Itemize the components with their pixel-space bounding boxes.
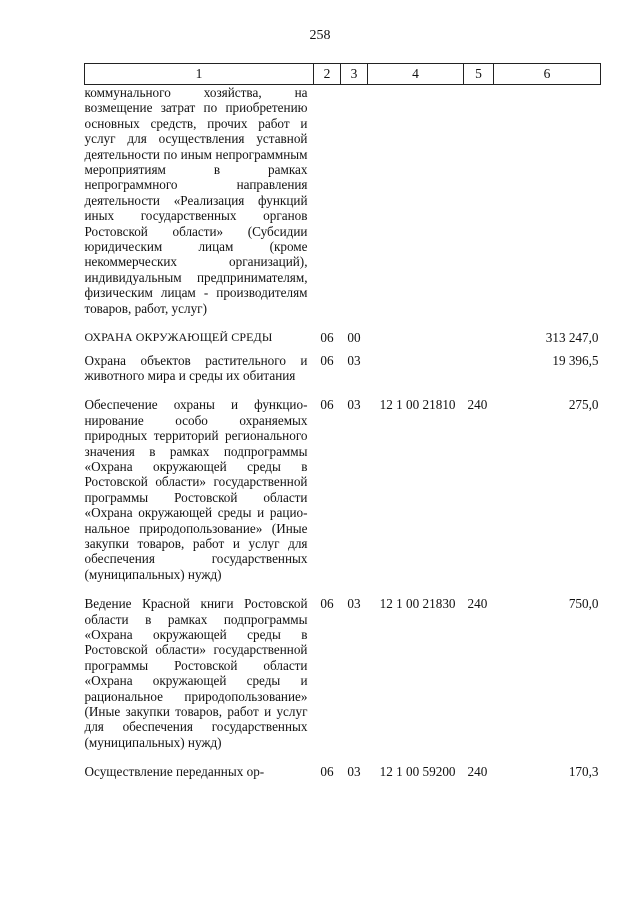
table-row [85, 582, 601, 750]
row-rz: 06 [320, 397, 334, 413]
header-col-6: 6 [494, 64, 601, 85]
row-description: Ведение Красной книги Ростовской области в рамках подпрограммы «Охрана окружающей среды в Ростовской области» государственной программы Ростовской области «Охрана окружающей среды и рациональное природопользование» (Иные закупки товаров, работ и услуг для обеспечения государственных (муниципальных) нужд) [84, 596, 308, 750]
table-row [85, 383, 601, 582]
row-pr: 03 [347, 764, 361, 780]
row-csr [368, 316, 464, 345]
header-col-2: 2 [314, 64, 341, 85]
row-csr: 12 1 00 59200 [379, 764, 456, 780]
table-row [85, 316, 601, 345]
row-pr: 03 [347, 397, 361, 413]
row-csr: 12 1 00 21810 [379, 397, 456, 413]
row-amount: 19 396,5 [552, 352, 599, 368]
page-number: 258 [309, 28, 331, 43]
row-vr: 240 [467, 764, 488, 780]
row-rz: 06 [320, 764, 334, 780]
row-rz [314, 85, 341, 317]
row-pr [341, 85, 368, 317]
row-rz: 06 [320, 330, 334, 346]
table-header-row [85, 64, 601, 85]
header-col-5: 5 [464, 64, 494, 85]
header-col-1: 1 [85, 64, 314, 85]
row-vr: 240 [467, 596, 488, 612]
budget-table [84, 63, 601, 780]
row-pr: 03 [347, 596, 361, 612]
row-description: Обеспечение охраны и функционирование особо охраняемых природных территорий регионального значения в рамках подпрограммы «Охрана окружающей среды в Ростовской области» государственной программы Ростовской области «Охрана окружающей среды и рациональное природопользование» (Иные закупки товаров, работ и услуг для обеспечения государственных (муниципальных) нужд) [84, 397, 308, 582]
row-amount [494, 85, 601, 317]
row-vr [464, 346, 494, 384]
table-row [85, 346, 601, 384]
row-amount: 170,3 [568, 764, 599, 780]
table-row [85, 85, 601, 317]
row-amount: 275,0 [568, 397, 599, 413]
row-description: ОХРАНА ОКРУЖАЮЩЕЙ СРЕДЫ [84, 330, 273, 345]
row-rz: 06 [320, 596, 334, 612]
row-vr [464, 85, 494, 317]
row-description: коммунального хозяйства, на возмещение затрат по приобретению основных средств, прочих работ и услуг для осуществления уставной деятельности по иным непрограммным мероприятиям в рамках непрограммного направления деятельности «Реализация функций иных государственных органов Ростовской области» (Субсидии юридическим лицам (кроме некоммерческих организаций), индивидуальным предпринимателям, физическим лицам - производителям товаров, работ, услуг) [84, 85, 308, 316]
row-description: Охрана объектов растительного и животного мира и среды их обитания [84, 352, 308, 383]
row-rz: 06 [320, 352, 334, 368]
row-vr [464, 316, 494, 345]
row-csr [368, 346, 464, 384]
row-pr: 00 [347, 330, 361, 346]
row-csr: 12 1 00 21830 [379, 596, 456, 612]
row-description: Осуществление переданных ор- [84, 764, 265, 780]
header-col-3: 3 [341, 64, 368, 85]
row-vr: 240 [467, 397, 488, 413]
row-amount: 313 247,0 [545, 330, 599, 346]
row-amount: 750,0 [568, 596, 599, 612]
table-row [85, 750, 601, 779]
row-csr [368, 85, 464, 317]
row-pr: 03 [347, 352, 361, 368]
header-col-4: 4 [368, 64, 464, 85]
